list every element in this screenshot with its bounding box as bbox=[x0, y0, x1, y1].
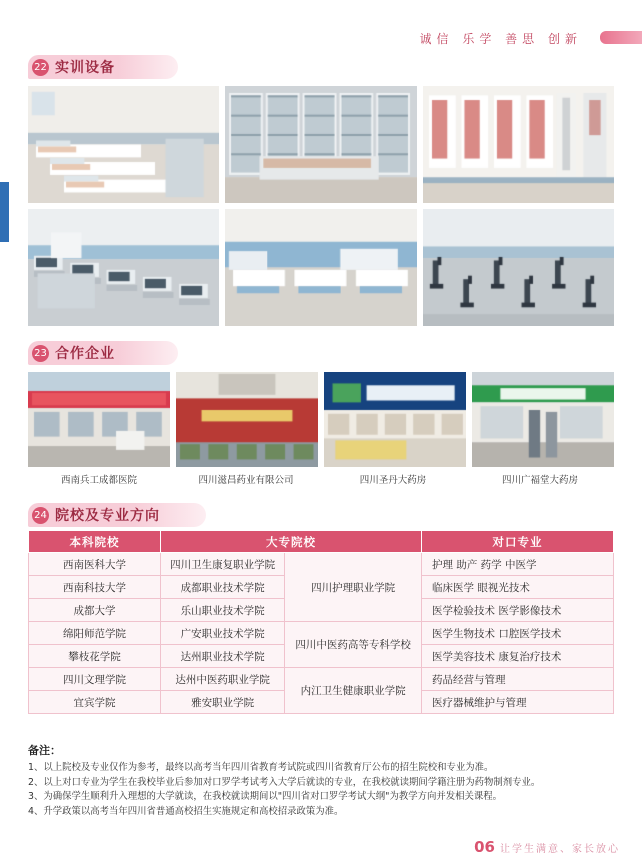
table-row bbox=[29, 622, 614, 645]
notes-block bbox=[28, 742, 623, 819]
note-item: 1、以上院校及专业仅作为参考，最终以高考当年四川省教育考试院或四川省教育厅公布的招生院校和专业为准。 bbox=[28, 762, 494, 773]
photo-anatomy-chart-lab bbox=[423, 86, 614, 203]
section-number-badge: 23 bbox=[32, 345, 49, 362]
cell-college-school: 乐山职业技术学院 bbox=[161, 599, 285, 622]
partner-photo-grid bbox=[28, 372, 614, 467]
partner-caption: 四川广福堂大药房 bbox=[501, 475, 578, 486]
section-title: 合作企业 bbox=[55, 346, 115, 362]
photo-clinical-skills-lab bbox=[225, 209, 416, 326]
photo-specimen-cabinet-lab bbox=[225, 86, 416, 203]
section-number-badge: 22 bbox=[32, 59, 49, 76]
left-edge-tab bbox=[0, 182, 9, 242]
photo-partner-southwest-chengdu-hospital bbox=[28, 372, 170, 467]
cell-major: 医学生物技术 口腔医学技术 bbox=[422, 622, 614, 645]
school-slogan: 诚信 乐学 善思 创新 bbox=[419, 32, 582, 46]
page-header bbox=[0, 30, 642, 52]
table-row bbox=[29, 553, 614, 576]
section-heading-partners bbox=[28, 341, 178, 365]
partner-caption: 西南兵工成都医院 bbox=[60, 475, 137, 486]
cell-major: 药品经营与管理 bbox=[422, 668, 614, 691]
header-corner-decoration bbox=[600, 31, 642, 44]
photo-computer-training-room bbox=[28, 209, 219, 326]
cell-undergraduate-school: 西南科技大学 bbox=[29, 576, 161, 599]
table-header-majors: 对口专业 bbox=[422, 531, 614, 553]
page-number: 06 bbox=[474, 838, 495, 856]
section-title: 实训设备 bbox=[55, 60, 115, 76]
cell-undergraduate-school: 绵阳师范学院 bbox=[29, 622, 161, 645]
page-footer bbox=[474, 838, 620, 856]
cell-undergraduate-school: 西南医科大学 bbox=[29, 553, 161, 576]
cell-college-school: 四川卫生康复职业学院 bbox=[161, 553, 285, 576]
partner-caption: 四川圣丹大药房 bbox=[359, 475, 427, 486]
table-header-college: 大专院校 bbox=[161, 531, 422, 553]
photo-nursing-ward-lab bbox=[28, 86, 219, 203]
table-header-row bbox=[29, 531, 614, 553]
section-number-badge: 24 bbox=[32, 507, 49, 524]
partner-caption: 四川滋昌药业有限公司 bbox=[198, 475, 294, 486]
cell-college-school: 成都职业技术学院 bbox=[161, 576, 285, 599]
table-row bbox=[29, 668, 614, 691]
cell-undergraduate-school: 宜宾学院 bbox=[29, 691, 161, 714]
cell-college-school-merged: 内江卫生健康职业学院 bbox=[285, 668, 422, 714]
cell-major: 护理 助产 药学 中医学 bbox=[422, 553, 614, 576]
schools-majors-table bbox=[28, 530, 614, 714]
cell-college-school: 雅安职业学院 bbox=[161, 691, 285, 714]
cell-college-school: 达州职业技术学院 bbox=[161, 645, 285, 668]
note-item: 3、为确保学生顺利升入理想的大学就读，在我校就读期间以"四川省对口罗学考试大纲"为教学方向并发相关课程。 bbox=[28, 791, 502, 802]
cell-undergraduate-school: 攀枝花学院 bbox=[29, 645, 161, 668]
footer-slogan: 让学生满意、家长放心 bbox=[500, 844, 620, 855]
cell-major: 医学美容技术 康复治疗技术 bbox=[422, 645, 614, 668]
section-title: 院校及专业方向 bbox=[55, 508, 160, 524]
cell-major: 医疗器械维护与管理 bbox=[422, 691, 614, 714]
photo-partner-guangfutang-pharmacy bbox=[472, 372, 614, 467]
cell-college-school: 广安职业技术学院 bbox=[161, 622, 285, 645]
training-photo-grid bbox=[28, 86, 614, 326]
note-item: 2、以上对口专业为学生在我校毕业后参加对口罗学考试考入大学后就读的专业，在我校就读期间学籍注册为药物制剂专业。 bbox=[28, 776, 541, 788]
photo-partner-sichuan-yichang-pharma bbox=[176, 372, 318, 467]
notes-title: 备注： bbox=[28, 744, 61, 757]
section-heading-schools-majors bbox=[28, 503, 206, 527]
cell-undergraduate-school: 四川文理学院 bbox=[29, 668, 161, 691]
cell-undergraduate-school: 成都大学 bbox=[29, 599, 161, 622]
cell-college-school-merged: 四川护理职业学院 bbox=[285, 553, 422, 622]
cell-major: 医学检验技术 医学影像技术 bbox=[422, 599, 614, 622]
photo-microscope-lab bbox=[423, 209, 614, 326]
cell-college-school-merged: 四川中医药高等专科学校 bbox=[285, 622, 422, 668]
cell-major: 临床医学 眼视光技术 bbox=[422, 576, 614, 599]
table-header-undergraduate: 本科院校 bbox=[29, 531, 161, 553]
note-item: 4、升学政策以高考当年四川省普通高校招生实施规定和高校招录政策为准。 bbox=[28, 805, 344, 817]
section-heading-training-equipment bbox=[28, 55, 178, 79]
photo-partner-shengdan-pharmacy bbox=[324, 372, 466, 467]
cell-college-school: 达州中医药职业学院 bbox=[161, 668, 285, 691]
